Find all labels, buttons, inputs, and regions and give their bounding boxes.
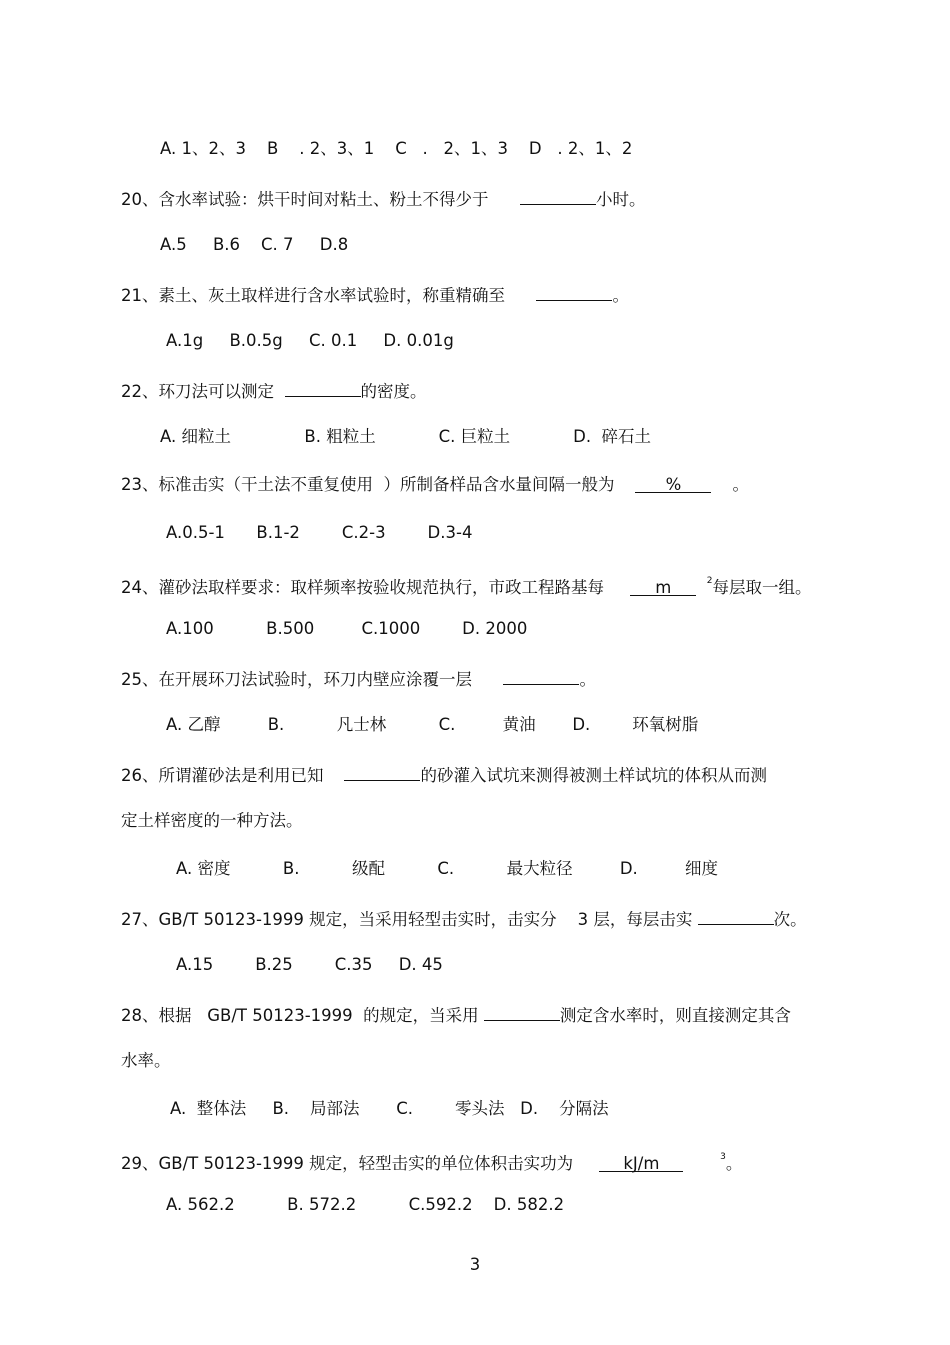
- question-24: 24、灌砂法取样要求：取样频率按验收规范执行，市政工程路基每 m $^2$每层取一组。: [121, 576, 812, 597]
- answer-blank: %: [635, 475, 711, 493]
- options-27: A.15 B.25 C.35 D. 45: [176, 955, 443, 974]
- options-29: A. 562.2 B. 572.2 C.592.2 D. 582.2: [166, 1195, 565, 1214]
- question-29: 29、GB/T 50123-1999 规定，轻型击实的单位体积击实功为 kJ/m $^3$。: [121, 1152, 743, 1173]
- options-24: A.100 B.500 C.1000 D. 2000: [166, 619, 528, 638]
- options-23: A.0.5-1 B.1-2 C.2-3 D.3-4: [166, 523, 473, 542]
- question-28-line2: 水率。: [121, 1051, 171, 1070]
- question-23: 23、标准击实（干土法不重复使用 ）所制备样品含水量间隔一般为 % 。: [121, 475, 749, 494]
- options-19: A. 1、2、3 B . 2、3、1 C . 2、1、3 D . 2、1、2: [160, 139, 633, 158]
- answer-blank: [344, 763, 420, 781]
- page-number: 3: [469, 1255, 481, 1274]
- answer-blank: [285, 379, 361, 397]
- question-26-line1: 26、所谓灌砂法是利用已知 的砂灌入试坑来测得被测土样试坑的体积从而测: [121, 763, 767, 786]
- question-28-line1: 28、根据 GB/T 50123-1999 的规定，当采用 测定含水率时，则直接测定其含: [121, 1003, 791, 1026]
- answer-blank: [503, 667, 579, 685]
- answer-blank: kJ/m: [599, 1154, 683, 1172]
- options-20: A.5 B.6 C. 7 D.8: [160, 235, 349, 254]
- options-21: A.1g B.0.5g C. 0.1 D. 0.01g: [166, 331, 454, 350]
- question-26-line2: 定土样密度的一种方法。: [121, 811, 303, 830]
- answer-blank: [484, 1003, 560, 1021]
- options-22: A. 细粒土 B. 粗粒土 C. 巨粒土 D. 碎石土: [160, 427, 652, 446]
- answer-blank: [698, 907, 774, 925]
- answer-blank: [520, 187, 596, 205]
- answer-blank: [536, 283, 612, 301]
- question-25: 25、在开展环刀法试验时，环刀内壁应涂覆一层 。: [121, 667, 596, 690]
- question-22: 22、环刀法可以测定 的密度。: [121, 379, 427, 402]
- question-27: 27、GB/T 50123-1999 规定，当采用轻型击实时，击实分 3 层，每层击实 次。: [121, 907, 807, 930]
- question-20: 20、含水率试验：烘干时间对粘土、粉土不得少于 小时。: [121, 187, 645, 210]
- options-28: A. 整体法 B. 局部法 C. 零头法 D. 分隔法: [170, 1099, 609, 1118]
- answer-blank: m: [630, 578, 696, 596]
- question-21: 21、素土、灰土取样进行含水率试验时，称重精确至 。: [121, 283, 629, 306]
- options-25: A. 乙醇 B. 凡士林 C. 黄油 D. 环氧树脂: [166, 715, 699, 734]
- options-26: A. 密度 B. 级配 C. 最大粒径 D. 细度: [176, 859, 718, 878]
